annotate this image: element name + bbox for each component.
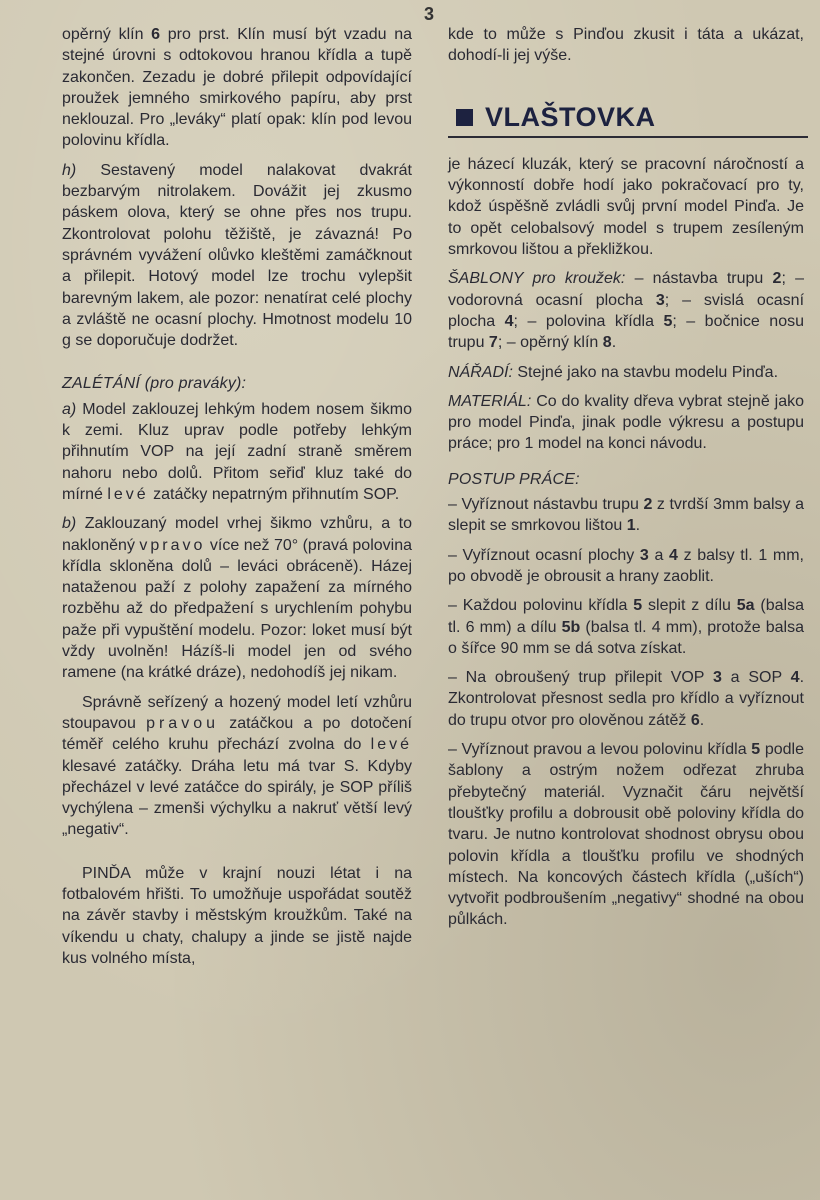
text: . [699, 711, 705, 729]
text: zatáčky nepatrným přihnutím SOP. [148, 485, 400, 503]
text: ; – bočnice nosu trupu [448, 312, 804, 352]
text: Stejné jako na stavbu modelu Pinďa. [512, 363, 779, 381]
part-number: 4 [790, 669, 800, 687]
text: Zaklouzaný model vrhej šikmo vzhůru, a to nakloněný [62, 515, 412, 554]
text: – nástavba trupu [625, 270, 773, 288]
text: ; – svislá ocasní plocha [448, 291, 805, 330]
part-number: 3 [639, 546, 649, 564]
bullet-square-icon [456, 109, 473, 126]
paragraph-pinda: PINĎA může v krajní nouzi létat i na fotbalovém hřišti. To umožňuje uspořádat soutěž na závěr stavby i městským kroužkům. Také na víkendu u chaty, chalupy a jinde se jistě najde kus volného místa, [62, 864, 412, 967]
part-number: 4 [504, 312, 514, 330]
spaced-word: levé [370, 736, 412, 754]
text: . [611, 334, 617, 352]
part-number: 5 [633, 597, 643, 615]
page-number: 3 [424, 4, 435, 24]
text: pro prst. Klín musí být vzadu na stejné úrovni s odtokovou hranou křídla a tupě zakončen. Zezadu je dobré přilepit odpovídající proužek jemného smirkového papíru, aby prst neklouzal. Pro „leváky“ platí opak: klín pod levou polovinu křídla. [62, 26, 413, 150]
part-number: 5b [561, 618, 581, 636]
article-title-text: VLAŠTOVKA [485, 101, 656, 132]
text: více než 70° (pravá polovina křídla skloněna dolů – leváci obráceně). Házej nataženou paží z polohy zapažení za mírného rozběhu až do předpažení s urychlením pohybu paže při vypuštění modelu. Pozor: loket musí být vždy uvolněn! Házíš-li model jen od svého ramene (na krátké dráze), nedohodíš jej nikam. [62, 536, 413, 682]
part-number: 2 [772, 270, 782, 288]
paragraph-opernyklin [62, 24, 412, 152]
section-label: ŠABLONY pro kroužek: [448, 270, 626, 288]
paragraph-intro: je házecí kluzák, který se pracovní náročností a výkonností dobře hodí jako pokračovací pro ty, kdož úspěšně zvládli svůj první model Pinďa. Je to opět celobalsový model s trupem zesíleným smrkovou lištou a překližkou. [448, 155, 804, 259]
paragraph-spravne [62, 692, 412, 841]
paragraph-a [62, 399, 412, 505]
part-number: 6 [690, 711, 700, 729]
part-number: 4 [669, 546, 678, 564]
step-label: b) [62, 515, 77, 533]
text: (balsa tl. 4 mm), protože balsa o šířce 90 mm se dá sotva získat. [448, 618, 805, 657]
paragraph-continuation: kde to může s Pinďou zkusit i táta a ukázat, dohodí-li jej výše. [448, 26, 804, 65]
part-number: 6 [151, 26, 161, 43]
left-column [62, 24, 412, 977]
text: Správně seřízený a hozený model letí vzhůru stoupavou [62, 693, 412, 732]
right-column [448, 24, 804, 939]
text: a SOP [721, 669, 791, 687]
text: (balsa tl. 6 mm) a dílu [448, 597, 804, 636]
text: ; – vodorovná ocasní plocha [448, 270, 805, 309]
title-divider [448, 136, 808, 138]
section-label: MATERIÁL: [448, 392, 532, 410]
step-3 [448, 595, 804, 659]
text: opěrný klín [62, 26, 152, 43]
part-number: 5a [736, 597, 755, 615]
text: Co do kvality dřeva vybrat stejně jako pro model Pinďa, jinak podle výkresu a postupu práce; pro 1 model na konci návodu. [448, 392, 804, 453]
postup-heading: POSTUP PRÁCE: [448, 470, 580, 488]
text: – Vyříznout nástavbu trupu [448, 496, 644, 514]
part-number: 8 [602, 334, 612, 352]
text: . Zkontrolovat přesnost sedla pro křídlo a vyříznout do trupu otvor pro olověnou zátěž [448, 669, 805, 729]
text: – Vyříznout pravou a levou polovinu křídla [448, 741, 752, 759]
part-number: 3 [655, 291, 665, 309]
text: a [648, 546, 670, 564]
step-1 [448, 494, 804, 537]
part-number: 5 [663, 312, 673, 330]
step-4 [448, 667, 804, 731]
text: – Vyříznout ocasní plochy [448, 546, 640, 564]
spaced-word: pravou [146, 714, 219, 732]
section-label: NÁŘADÍ: [448, 363, 513, 381]
paragraph-h [62, 160, 412, 352]
step-5 [448, 739, 804, 931]
step-label: h) [62, 161, 77, 179]
text: zatáčkou a po dotočení téměř celého kruhu přechází zvolna do [62, 714, 412, 754]
text: – Na obroušený trup přilepit VOP [448, 669, 713, 687]
part-number: 1 [626, 517, 636, 535]
part-number: 3 [712, 669, 722, 687]
step-2 [448, 545, 804, 588]
paragraph-material [448, 391, 804, 455]
article-title [448, 101, 804, 132]
paragraph-b [62, 513, 412, 683]
text: ; – opěrný klín [497, 334, 603, 352]
paragraph-naradi [448, 362, 804, 383]
text: ; – polovina křídla [513, 312, 664, 330]
spaced-word: vpravo [139, 536, 206, 554]
text: klesavé zatáčky. Dráha letu má tvar S. Kdyby přecházel v levé zatáčce do spirály, je SOP příliš vychýlena – zmenši výchylku a nakruť větší levý „negativ“. [62, 757, 412, 839]
part-number: 5 [751, 741, 761, 759]
text: podle šablony a ostrým nožem odřezat zhruba přebytečný materiál. Vyznačit čáru největší tloušťky profilu a dobrousit obě poloviny křídla do tvaru. Je nutno kontrolovat shodnost obrysu obou polovin křídla a tloušťku profilu ve shodných místech. Na koncových částech křídla („uších“) vytvořit podbroušením „negativy“ shodné na obou půlkách. [448, 741, 804, 929]
spaced-word: levé [107, 485, 149, 503]
text: slepit z dílu [642, 597, 737, 615]
text: – Každou polovinu křídla [448, 597, 634, 615]
text: . [635, 517, 641, 535]
paragraph-sablony [448, 268, 804, 353]
text: Sestavený model nalakovat dvakrát bezbarvým nitrolakem. Dovážit jej zkusmo páskem olova, který se ohne přes nos trupu. Zkontrolovat polohu těžiště, je závazná! Po správném vyvážení olůvko kleštěmi zamáčknout a přilepit. Hotový model lze trochu vylepšit barevným lakem, ale pozor: nenatírat celé plochy a zvláště ne ocasní plochy. Hmotnost modelu 10 g se doporučuje dodržet. [62, 161, 412, 350]
text: Model zaklouzej lehkým hodem nosem šikmo k zemi. Kluz uprav podle potřeby lehkým přihnutím VOP na její zadní straně směrem nahoru nebo dolů. Přitom seřiď kluz také do mírné [62, 400, 412, 503]
part-number: 2 [643, 496, 653, 514]
step-label: a) [62, 400, 77, 418]
part-number: 7 [488, 334, 498, 352]
text: z balsy tl. 1 mm, po obvodě je obrousit a hrany zaoblit. [448, 546, 805, 585]
text: z tvrdší 3mm balsy a slepit se smrkovou lištou [448, 496, 805, 535]
zaletani-heading: ZALÉTÁNÍ (pro praváky): [62, 375, 247, 393]
